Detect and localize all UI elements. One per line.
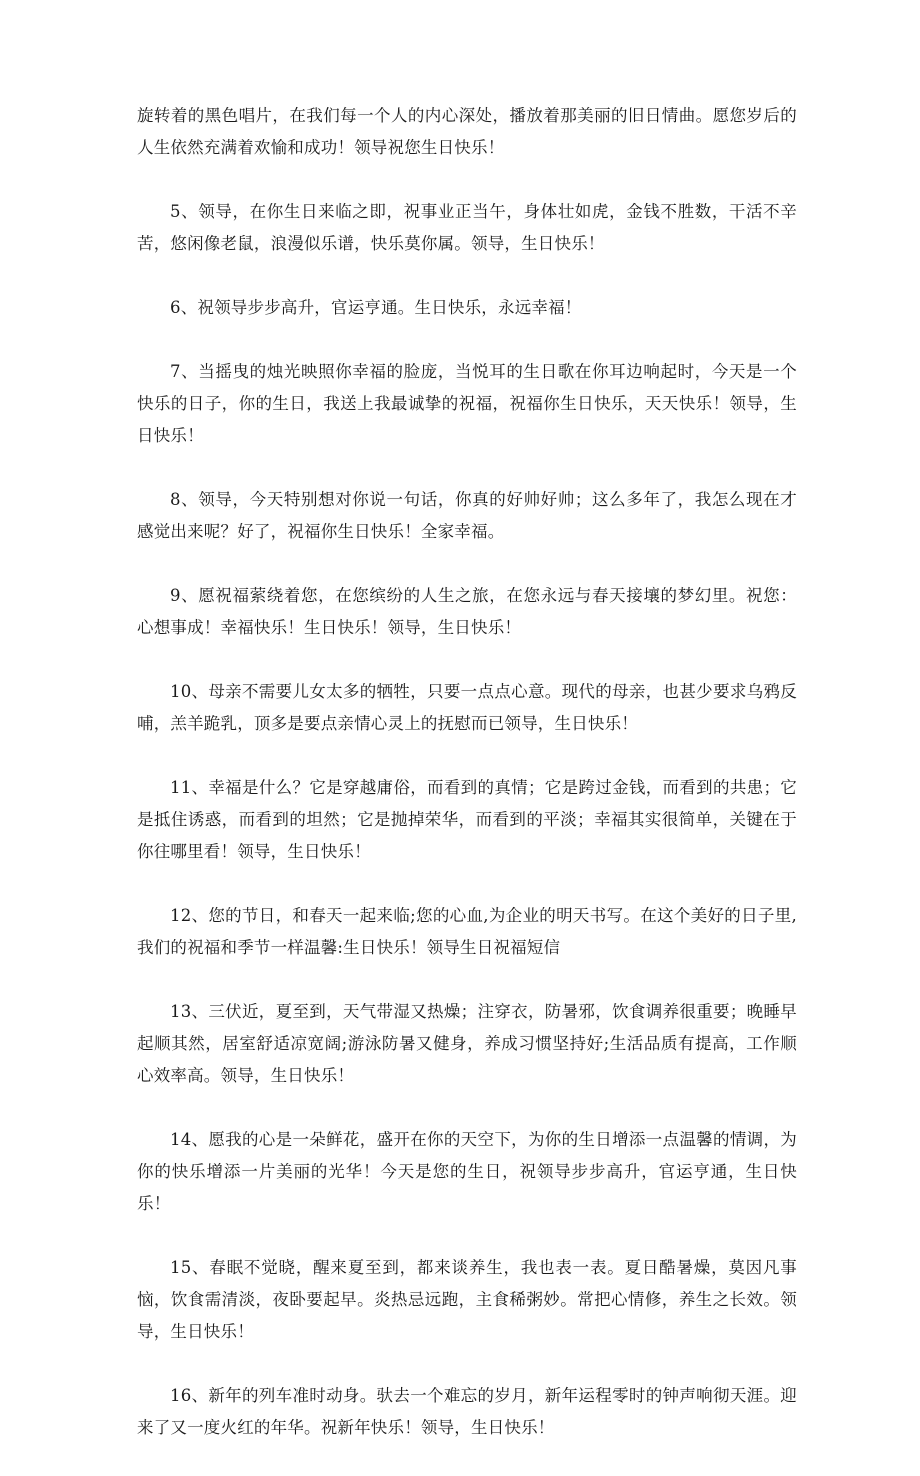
paragraph-4: 8、领导，今天特别想对你说一句话，你真的好帅好帅；这么多年了，我怎么现在才感觉出来呢？好了，祝福你生日快乐！全家幸福。 <box>137 490 797 541</box>
paragraph-12: 16、新年的列车准时动身。驮去一个难忘的岁月，新年运程零时的钟声响彻天涯。迎来了又一度火红的年华。祝新年快乐！领导，生日快乐！ <box>137 1386 797 1437</box>
document-body <box>137 100 797 1476</box>
paragraph-0: 旋转着的黑色唱片，在我们每一个人的内心深处，播放着那美丽的旧日情曲。愿您岁后的人生依然充满着欢愉和成功！领导祝您生日快乐！ <box>137 106 797 157</box>
paragraph-8: 12、您的节日，和春天一起来临;您的心血,为企业的明天书写。在这个美好的日子里,我们的祝福和季节一样温馨:生日快乐！领导生日祝福短信 <box>137 906 797 957</box>
paragraph-7: 11、幸福是什么？它是穿越庸俗，而看到的真情；它是跨过金钱，而看到的共患；它是抵住诱惑，而看到的坦然；它是抛掉荣华，而看到的平淡；幸福其实很简单，关键在于你往哪里看！领导，生日快乐！ <box>137 778 797 861</box>
paragraph-5: 9、愿祝福萦绕着您，在您缤纷的人生之旅，在您永远与春天接壤的梦幻里。祝您：心想事成！幸福快乐！生日快乐！领导，生日快乐！ <box>137 586 797 637</box>
paragraph-9: 13、三伏近，夏至到，天气带湿又热燥；注穿衣，防暑邪，饮食调养很重要；晚睡早起顺其然，居室舒适凉宽阔;游泳防暑又健身，养成习惯坚持好;生活品质有提高，工作顺心效率高。领导，生日快乐！ <box>137 1002 797 1085</box>
paragraph-10: 14、愿我的心是一朵鲜花，盛开在你的天空下，为你的生日增添一点温馨的情调，为你的快乐增添一片美丽的光华！今天是您的生日，祝领导步步高升，官运亨通，生日快乐！ <box>137 1130 797 1213</box>
paragraph-2: 6、祝领导步步高升，官运亨通。生日快乐，永远幸福！ <box>170 298 582 317</box>
paragraph-1: 5、领导，在你生日来临之即，祝事业正当午，身体壮如虎，金钱不胜数，干活不辛苦，悠闲像老鼠，浪漫似乐谱，快乐莫你属。领导，生日快乐！ <box>137 202 797 253</box>
paragraph-6: 10、母亲不需要儿女太多的牺牲，只要一点点心意。现代的母亲，也甚少要求乌鸦反哺，羔羊跪乳，顶多是要点亲情心灵上的抚慰而已领导，生日快乐！ <box>137 682 797 733</box>
paragraph-3: 7、当摇曳的烛光映照你幸福的脸庞，当悦耳的生日歌在你耳边响起时，今天是一个快乐的日子，你的生日，我送上我最诚挚的祝福，祝福你生日快乐，天天快乐！领导，生日快乐！ <box>137 362 797 445</box>
paragraph-11: 15、春眠不觉晓，醒来夏至到，都来谈养生，我也表一表。夏日酷暑燥，莫因凡事恼，饮食需清淡，夜卧要起早。炎热忌远跑，主食稀粥妙。常把心情修，养生之长效。领导，生日快乐！ <box>137 1258 797 1341</box>
